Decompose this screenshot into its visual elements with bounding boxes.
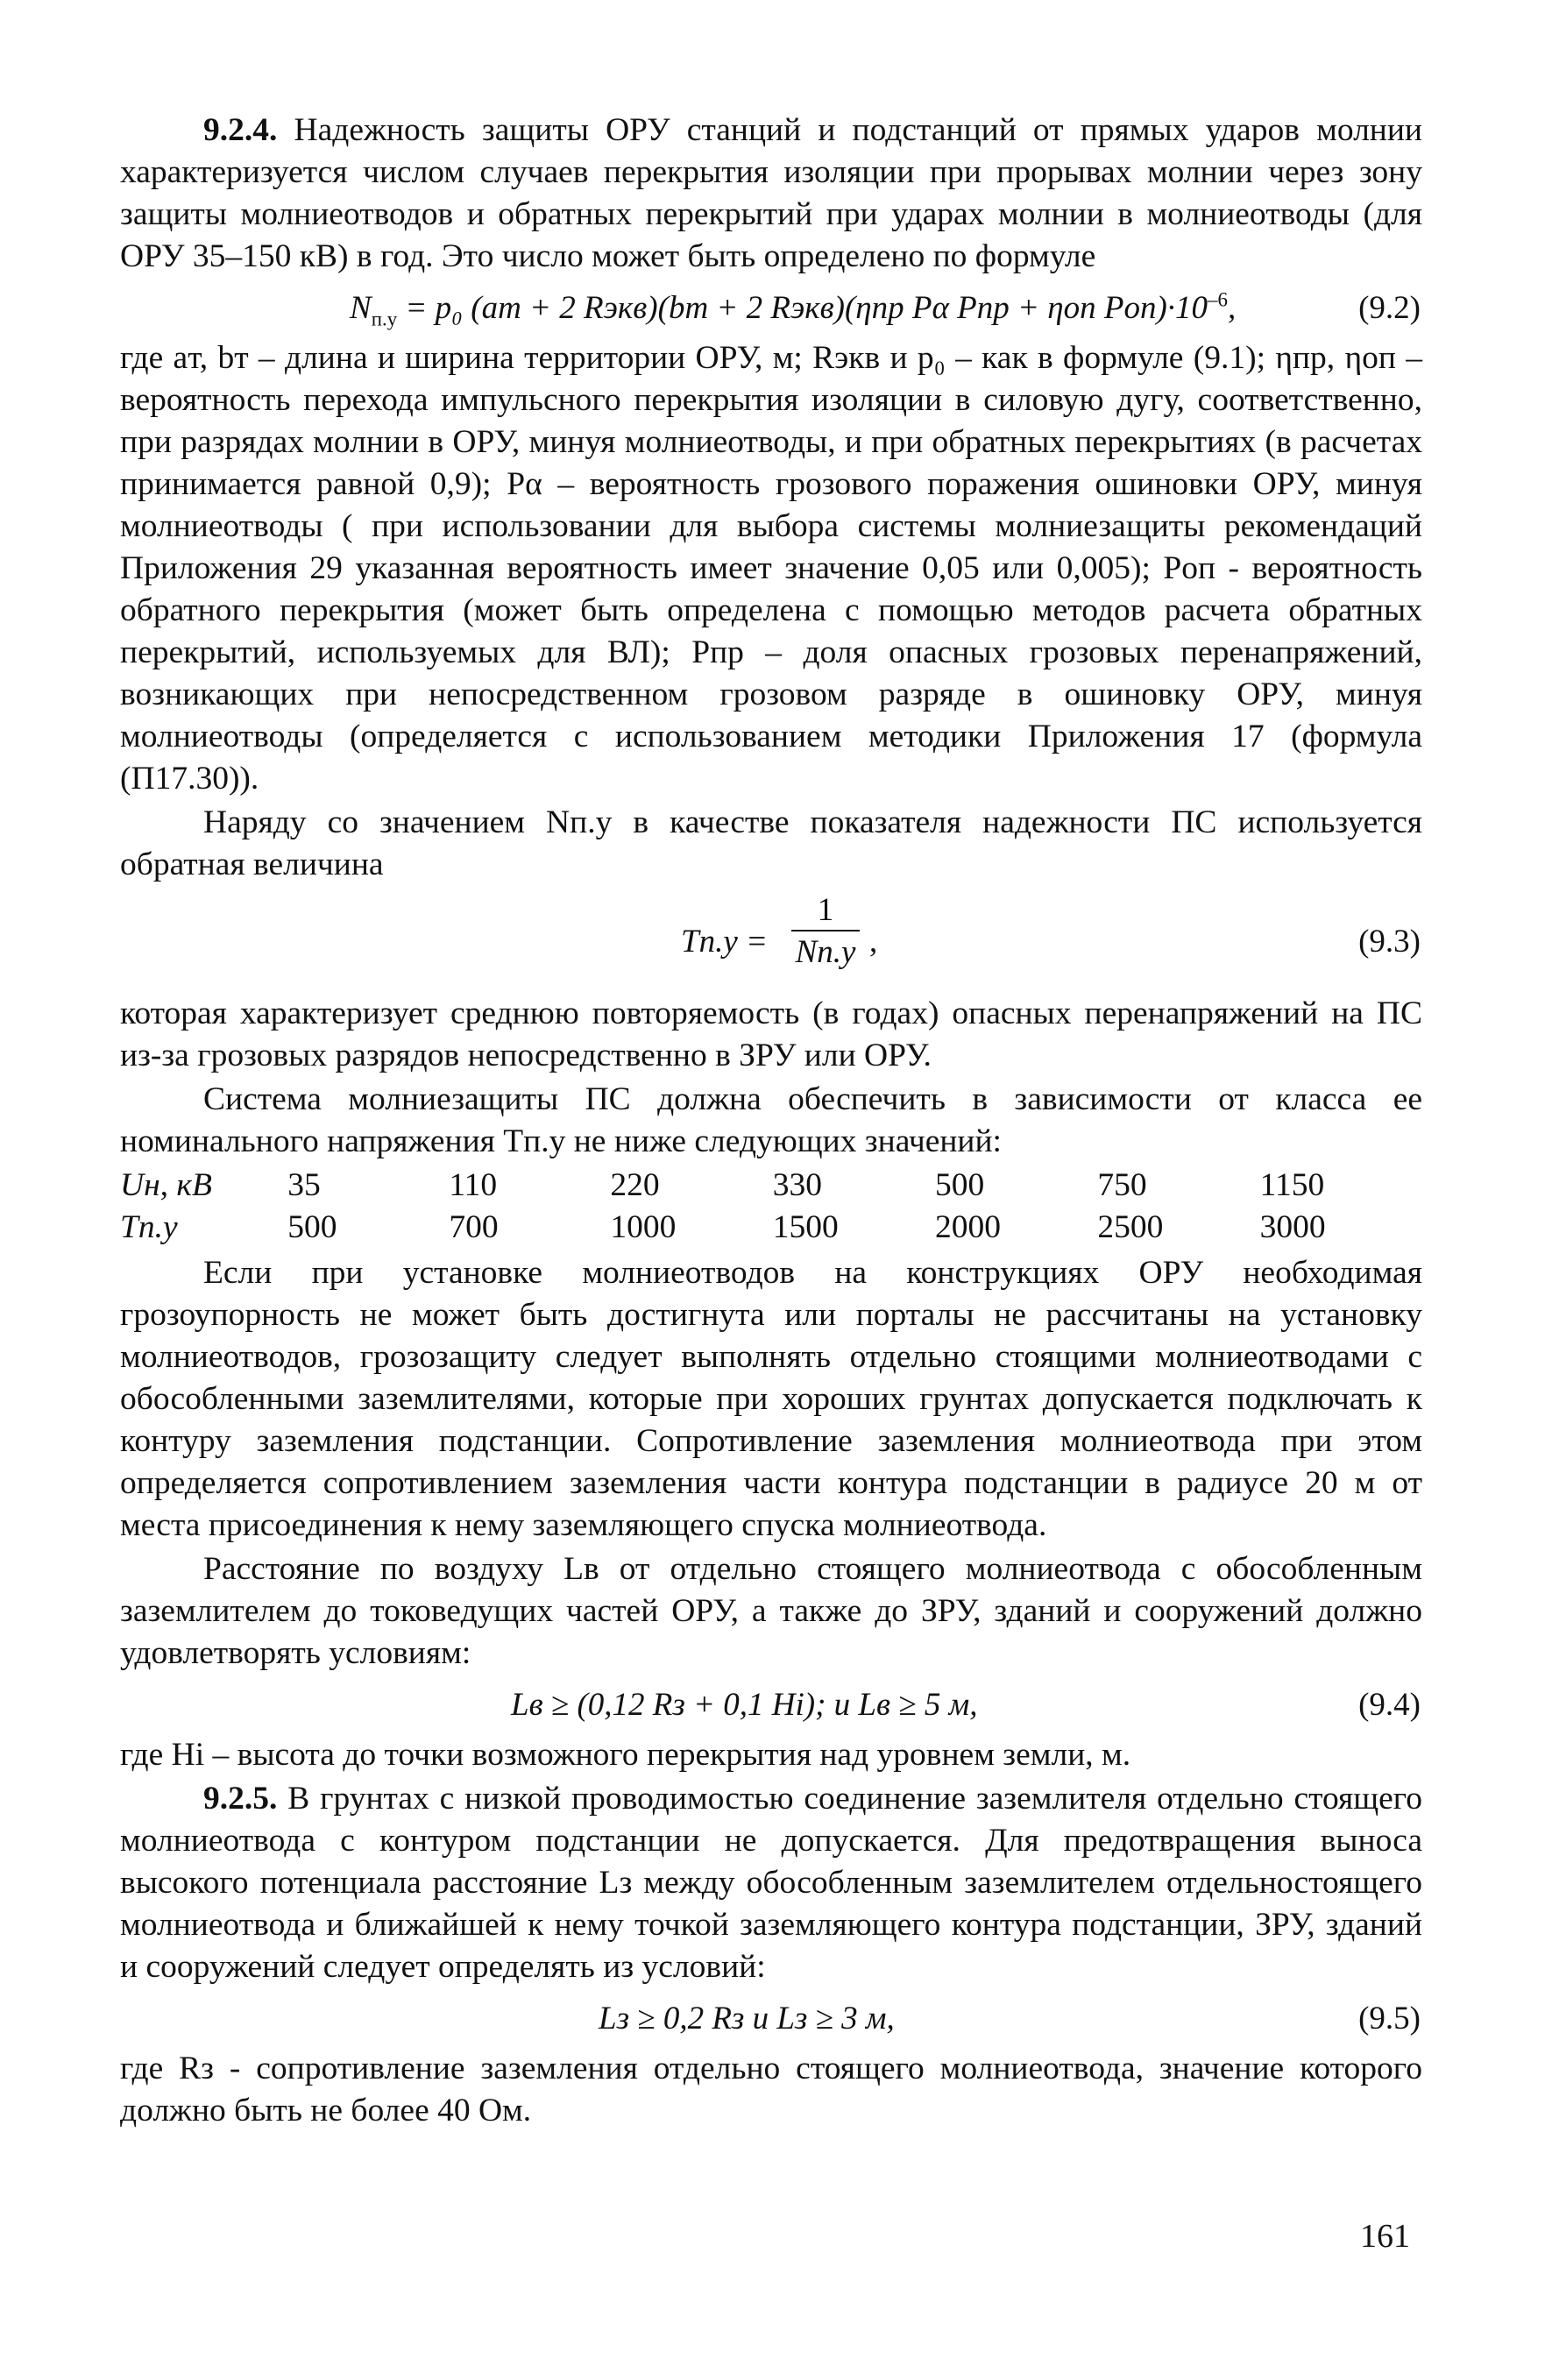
formula-body: $N_{п.у} = p_0$ (aт + 2 Rэкв)(bт + 2 Rэкв)(ηпр Pα Pпр + ηоп $Pоп)\cdot 10^{-6}$, [350, 288, 1237, 330]
table-cell: 750 [1097, 1167, 1147, 1203]
table-row [120, 1165, 1422, 1207]
lightning-rod-paragraph: Если при установке молниеотводов на конструкциях ОРУ необходимая грозоупорность не может быть достигнута или порталы не рассчитаны на установку молниеотводов, грозозащиту следует выполнять отдельно стоящими молниеотводами с обособленными заземлителями, которые при хороших грунтах допускается подключать к контуру заземления подстанции. Сопротивление заземления молниеотвода при этом определяется сопротивлением заземления части контура подстанции в радиусе 20 м от места присоединения к нему заземляющего спуска молниеотвода. [120, 1255, 1422, 1543]
formula-number: (9.3) [1358, 924, 1421, 960]
table-cell: 700 [449, 1209, 499, 1245]
formula-number: (9.4) [1358, 1687, 1421, 1723]
page-content [120, 110, 1422, 2134]
fraction [786, 891, 865, 974]
formula-9-3 [120, 888, 1422, 993]
where-paragraph-2: где Hi – высота до точки возможного перекрытия над уровнем земли, м. [120, 1737, 1131, 1773]
where-paragraph-3: где Rз - сопротивление заземления отдельно стоящего молниеотвода, значение которого должно быть не более 40 Ом. [120, 2051, 1422, 2129]
formula-number: (9.2) [1358, 290, 1421, 326]
table-cell: 330 [772, 1167, 822, 1203]
formula-9-5 [120, 1990, 1422, 2048]
where-paragraph-1: где aт, bт – длина и ширина территории ОРУ, м; Rэкв и p₀ – как в формуле (9.1); ηпр, ηоп – вероятность перехода импульсного перекрытия изоляции в силовую дугу, соответственно, при разрядах молнии в ОРУ, минуя молниеотводы, и при обратных перекрытиях (в расчетах принимается равной 0,9); Pα – вероятность грозового поражения ошиновки ОРУ, минуя молниеотводы ( при использовании для выбора системы молниезащиты рекомендаций Приложения 29 указанная вероятность имеет значение 0,05 или 0,005); Pоп - вероятность обратного перекрытия (может быть определена с помощью методов расчета обратных перекрытий, используемых для ВЛ); Pпр – доля опасных грозовых перенапряжений, возникающих при непосредственном грозовом разряде в ошиновку ОРУ, минуя молниеотводы (определяется с использованием методики Приложения 17 (формула (П17.30)). [120, 340, 1422, 797]
section-text: В грунтах с низкой проводимостью соединение заземлителя отдельно стоящего молниеотвода с контуром подстанции не допускается. Для предотвращения выноса высокого потенциала расстояние Lз между обособленным заземлителем отдельностоящего молниеотвода и ближайшей к нему точкой заземляющего контура подстанции, ЗРУ, зданий и сооружений следует определять из условий: [120, 1781, 1422, 1985]
table-cell: 3000 [1259, 1209, 1326, 1245]
formula-lhs: Tп.у = [681, 924, 768, 960]
table-cell: 500 [287, 1209, 337, 1245]
section-number: 9.2.5. [203, 1781, 278, 1817]
which-paragraph: которая характеризует среднюю повторяемость (в годах) опасных перенапряжений на ПС из-за грозовых разрядов непосредственно в ЗРУ или ОРУ. [120, 995, 1422, 1073]
air-distance-paragraph: Расстояние по воздуху Lв от отдельно стоящего молниеотвода с обособленным заземлителем до токоведущих частей ОРУ, а также до ЗРУ, зданий и сооружений должно удовлетворять условиям: [120, 1551, 1422, 1671]
fraction-numerator: 1 [817, 892, 834, 928]
formula-9-2 [120, 280, 1422, 337]
formula-body: Lв ≥ (0,12 Rз + 0,1 Hi); и Lв ≥ 5 м, [511, 1687, 978, 1723]
fraction-denominator: Nп.у [795, 934, 856, 970]
table-cell: 1150 [1259, 1167, 1325, 1203]
table-cell: 1500 [772, 1209, 839, 1245]
formula-9-4 [120, 1676, 1422, 1734]
table-cell: 35 [287, 1167, 321, 1203]
table-cell: 2500 [1097, 1209, 1164, 1245]
section-text: Надежность защиты ОРУ станций и подстанций от прямых ударов молнии характеризуется числом случаев перекрытия изоляции при прорывах молнии через зону защиты молниеотводов и обратных перекрытий при ударах молнии в молниеотводы (для ОРУ 35–150 кВ) в год. Это число может быть определено по формуле [120, 112, 1422, 274]
table-cell: 220 [610, 1167, 660, 1203]
row-label: Uн, кВ [120, 1167, 212, 1203]
formula-number: (9.5) [1358, 2001, 1421, 2036]
table-cell: 1000 [610, 1209, 677, 1245]
section-9-2-4-paragraph [120, 110, 1422, 278]
values-table [120, 1165, 1422, 1249]
page-number: 161 [1360, 2218, 1410, 2255]
section-number: 9.2.4. [203, 112, 278, 148]
table-cell: 2000 [935, 1209, 1002, 1245]
formula-body: Lз ≥ 0,2 Rз и Lз ≥ 3 м, [599, 2001, 895, 2036]
row-label: Tп.у [120, 1209, 178, 1245]
system-paragraph: Система молниезащиты ПС должна обеспечить в зависимости от класса ее номинального напряжения Tп.у не ниже следующих значений: [120, 1081, 1422, 1159]
table-cell: 110 [449, 1167, 498, 1203]
reverse-value-paragraph: Наряду со значением Nп.у в качестве показателя надежности ПС используется обратная величина [120, 804, 1422, 882]
table-row [120, 1207, 1422, 1249]
section-9-2-5-paragraph [120, 1778, 1422, 1988]
table-cell: 500 [935, 1167, 985, 1203]
formula-comma: , [869, 924, 878, 960]
